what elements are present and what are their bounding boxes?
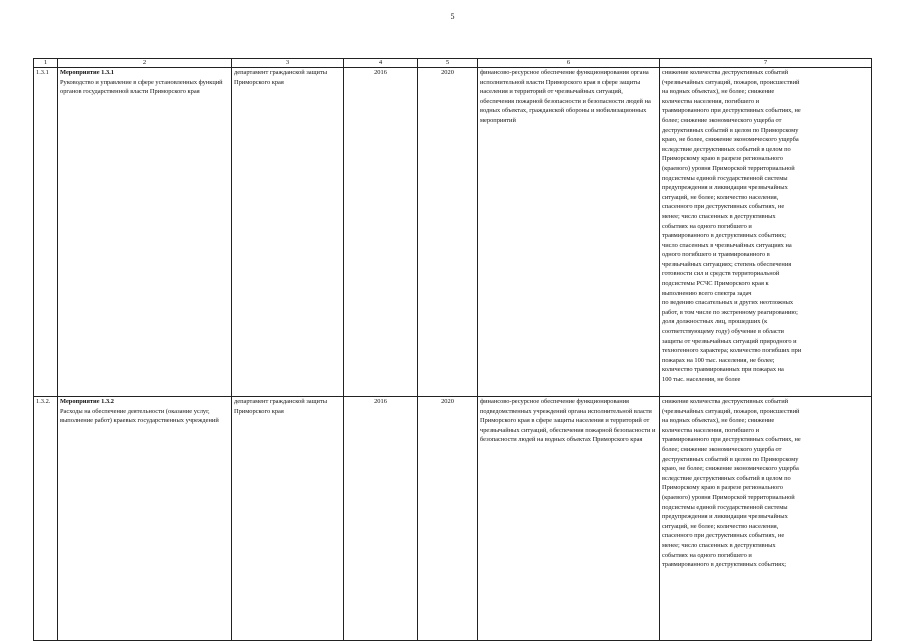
executor-cell: департамент гражданской защиты Приморского края — [232, 68, 344, 397]
indicators-cell: снижение количества деструктивных событий (чрезвычайных ситуаций, пожаров, происшествий на водных объектах), не более; снижение количества населения, погибшего и травмированного при деструктивных событиях, не более; снижение экономического ущерба от деструктивных событий в целом по Приморскому краю, не более; снижение экономического ущерба вследствие деструктивных событий в целом по Приморскому краю в разрезе регионального (краевого) уровня Приморской территориальной подсистемы единой государственной системы предупреждения и ликвидации чрезвычайных ситуаций, не более; количество населения, спасенного при деструктивных событиях, не менее; число спасенных в деструктивных событиях на одного погибшего и травмированного в деструктивных событиях; — [660, 397, 872, 641]
table-row — [34, 68, 872, 397]
measure-description: Расходы на обеспечение деятельности (оказание услуг, выполнение работ) краевых государственных учреждений — [60, 407, 219, 425]
start-year: 2016 — [344, 68, 418, 397]
row-number: 1.3.2. — [34, 397, 58, 641]
measures-table — [33, 58, 872, 641]
executor-cell: департамент гражданской защиты Приморского края — [232, 397, 344, 641]
header-col-3: 3 — [232, 59, 344, 68]
header-col-7: 7 — [660, 59, 872, 68]
end-year: 2020 — [418, 68, 478, 397]
end-year: 2020 — [418, 397, 478, 641]
header-col-2: 2 — [58, 59, 232, 68]
header-col-1: 1 — [34, 59, 58, 68]
header-row — [34, 59, 872, 68]
result-cell: финансово-ресурсное обеспечение функционирования органа исполнительной власти Приморского края в сфере защиты населения и территорий от чрезвычайных ситуаций, обеспечения пожарной безопасности и безопасности людей на водных объектах, гражданской обороны и мобилизационных мероприятий — [478, 68, 660, 397]
measure-title: Мероприятие 1.3.1 — [60, 69, 114, 76]
start-year: 2016 — [344, 397, 418, 641]
measure-cell — [58, 397, 232, 641]
header-col-6: 6 — [478, 59, 660, 68]
row-number: 1.3.1 — [34, 68, 58, 397]
page-number: 5 — [450, 12, 455, 21]
header-col-5: 5 — [418, 59, 478, 68]
result-cell: финансово-ресурсное обеспечение функционирования подведомственных учреждений органа исполнительной власти Приморского края в сфере защиты населения и территорий от чрезвычайных ситуаций, обеспечения пожарной безопасности и безопасности людей на водных объектах Приморского края — [478, 397, 660, 641]
indicators-cell: снижение количества деструктивных событий (чрезвычайных ситуаций, пожаров, происшествий на водных объектах), не более; снижение количества населения, погибшего и травмированного при деструктивных событиях, не более; снижение экономического ущерба от деструктивных событий в целом по Приморскому краю, не более, снижение экономического ущерба вследствие деструктивных событий в целом по Приморскому краю в разрезе регионального (краевого) уровня Приморской территориальной подсистемы единой государственной системы предупреждения и ликвидации чрезвычайных ситуаций, не более; количество населения, спасенного при деструктивных событиях, не менее; число спасенных в деструктивных событиях на одного погибшего и травмированного в деструктивных событиях; число спасенных в чрезвычайных ситуациях на одного погибшего и травмированного в чрезвычайных ситуациях; степень обеспечения готовности сил и средств территориальной подсистемы РСЧС Приморского края к выполнению всего спектра задач по ведению спасательных и других неотложных работ, в том числе по экстренному реагированию; доля должностных лиц, прошедших (к соответствующему году) обучение в области защиты от чрезвычайных ситуаций природного и техногенного характера; количество погибших при пожарах на 100 тыс. населения, не более; количество травмированных при пожарах на 100 тыс. населения, не более — [660, 68, 872, 397]
table-row — [34, 397, 872, 641]
header-col-4: 4 — [344, 59, 418, 68]
measure-cell — [58, 68, 232, 397]
measure-description: Руководство и управление в сфере установленных функций органов государственной власти Приморского края — [60, 78, 223, 96]
measure-title: Мероприятие 1.3.2 — [60, 398, 114, 405]
